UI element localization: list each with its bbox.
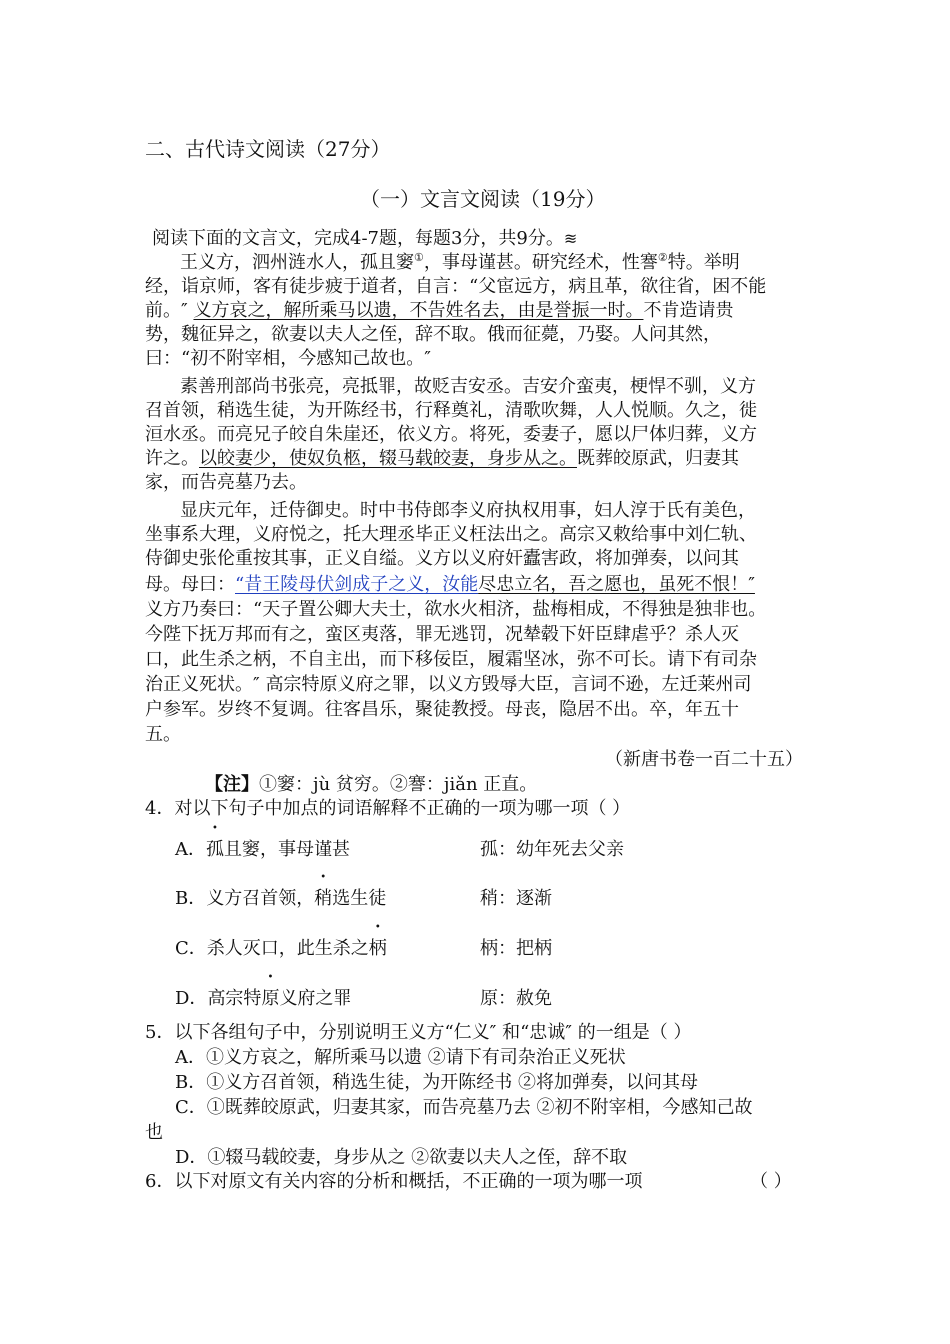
underlined-sentence-2: 以皎妻少，使奴负柩，辍马载皎妻，身步从之。 bbox=[199, 448, 577, 469]
q4-option-b: B．义方召首领，稍选生徒 bbox=[175, 888, 387, 909]
source-citation: （新唐书卷一百二十五） bbox=[605, 749, 803, 770]
p1-line3: 前。″ 义方哀之，解所乘马以遗，不告姓名去，由是誉振一时。不肯造请贵 bbox=[145, 300, 734, 321]
p3-line6: 今陛下抚万邦而有之，蛮区夷落，罪无逃罚，况辇毂下奸臣肆虐乎？杀人灭 bbox=[145, 624, 739, 645]
q4-stem: 4．对以下句子中加点的词语解释不正确的一项为哪一项（ ） bbox=[145, 798, 631, 819]
p2-line3: 洹水丞。而亮兄子皎自朱崖还，依义方。将死，委妻子，愿以尸体归葬，义方 bbox=[145, 424, 757, 445]
p3-line1: 显庆元年，迁侍御史。时中书侍郎李义府执权用事，妇人淳于氏有美色， bbox=[180, 500, 756, 521]
p3-line9: 户参军。岁终不复调。往客昌乐，聚徒教授。母丧，隐居不出。卒，年五十 bbox=[145, 699, 739, 720]
q6-stem: 6．以下对原文有关内容的分析和概括，不正确的一项为哪一项 bbox=[145, 1171, 643, 1192]
q4-option-a: A．孤且窭，事母谨甚 bbox=[175, 839, 350, 860]
decorative-dragon-icon: ≋ bbox=[563, 229, 578, 248]
q5-option-c-cont: 也 bbox=[145, 1122, 163, 1143]
p3-line5: 义方乃奏曰：“天子置公卿大夫士，欲水火相济，盐梅相成，不得独是独非也。 bbox=[145, 599, 767, 620]
instruction-text: 阅读下面的文言文，完成4-7题，每题3分，共9分。 bbox=[152, 228, 564, 249]
p2-line1: 素善刑部尚书张亮，亮抵罪，故贬吉安丞。吉安介蛮夷，梗悍不驯，义方 bbox=[180, 376, 756, 397]
q4-option-d: D．高宗特原义府之罪 bbox=[175, 988, 352, 1009]
q4-option-c-answer: 柄：把柄 bbox=[480, 938, 552, 959]
p1-line5: 曰：“初不附宰相，今感知己故也。″ bbox=[145, 348, 431, 369]
instruction bbox=[152, 227, 577, 251]
q5-option-b: B．①义方召首领，稍选生徒，为开陈经书 ②将加弹奏，以问其母 bbox=[175, 1072, 698, 1093]
q4-option-c: C．杀人灭口，此生杀之柄 bbox=[175, 938, 387, 959]
q5-stem: 5．以下各组句子中，分别说明王义方“仁义″ 和“忠诚″ 的一组是（ ） bbox=[145, 1022, 692, 1043]
subsection-title: （一）文言文阅读（19分） bbox=[360, 187, 606, 211]
p2-line5: 家，而告亮墓乃去。 bbox=[145, 472, 307, 493]
q4-option-a-answer: 孤：幼年死去父亲 bbox=[480, 839, 624, 860]
p3-line2: 坐事系大理，义府悦之，托大理丞毕正义枉法出之。高宗又敕给事中刘仁轨、 bbox=[145, 524, 757, 545]
p2-line2: 召首领，稍选生徒，为开陈经书，行释奠礼，清歌吹舞，人人悦顺。久之，徙 bbox=[145, 400, 757, 421]
p3-line4: 母。母曰：“昔王陵母伏剑成子之义，汝能尽忠立名，吾之愿也，虽死不恨！″ bbox=[145, 574, 755, 595]
q5-option-c: C．①既葬皎原武，归妻其家，而告亮墓乃去 ②初不附宰相，今感知己故 bbox=[175, 1097, 753, 1118]
section-title: 二、古代诗文阅读（27分） bbox=[145, 137, 391, 161]
annotation-note: 【注】①窭：jù 贫穷。②謇：jiǎn 正直。 bbox=[205, 774, 538, 795]
p3-line10: 五。 bbox=[145, 724, 181, 745]
p1-line2: 经，诣京师，客有徒步疲于道者，自言：“父宦远方，病且革，欲往省，困不能 bbox=[145, 276, 767, 297]
q5-option-a: A．①义方哀之，解所乘马以遗 ②请下有司杂治正义死状 bbox=[175, 1047, 626, 1068]
link-sentence[interactable]: “昔王陵母伏剑成子之义，汝能 bbox=[235, 574, 479, 595]
underlined-sentence-1: 义方哀之，解所乘马以遗，不告姓名去，由是誉振一时。 bbox=[193, 300, 644, 321]
q4-option-b-answer: 稍：逐渐 bbox=[480, 888, 552, 909]
p3-line8: 治正义死状。″ 高宗特原义府之罪，以义方毁辱大臣，言词不逊，左迁莱州司 bbox=[145, 674, 752, 695]
p3-line7: 口，此生杀之柄，不自主出，而下移佞臣，履霜坚冰，弥不可长。请下有司杂 bbox=[145, 649, 757, 670]
q5-option-d: D．①辍马载皎妻，身步从之 ②欲妻以夫人之侄，辞不取 bbox=[175, 1147, 628, 1168]
p1-line1: 王义方，泗州涟水人，孤且窭①，事母谨甚。研究经术，性謇②特。举明 bbox=[180, 251, 740, 273]
p1-line4: 势，魏征异之，欲妻以夫人之侄，辞不取。俄而征薨，乃娶。人问其然， bbox=[145, 324, 721, 345]
p2-line4: 许之。以皎妻少，使奴负柩，辍马载皎妻，身步从之。既葬皎原武，归妻其 bbox=[145, 448, 739, 469]
q6-answer-paren: （ ） bbox=[750, 1171, 792, 1192]
p3-line3: 侍御史张伦重按其事，正义自缢。义方以义府奸蠹害政，将加弹奏，以问其 bbox=[145, 548, 739, 569]
q4-option-d-answer: 原：赦免 bbox=[480, 988, 552, 1009]
